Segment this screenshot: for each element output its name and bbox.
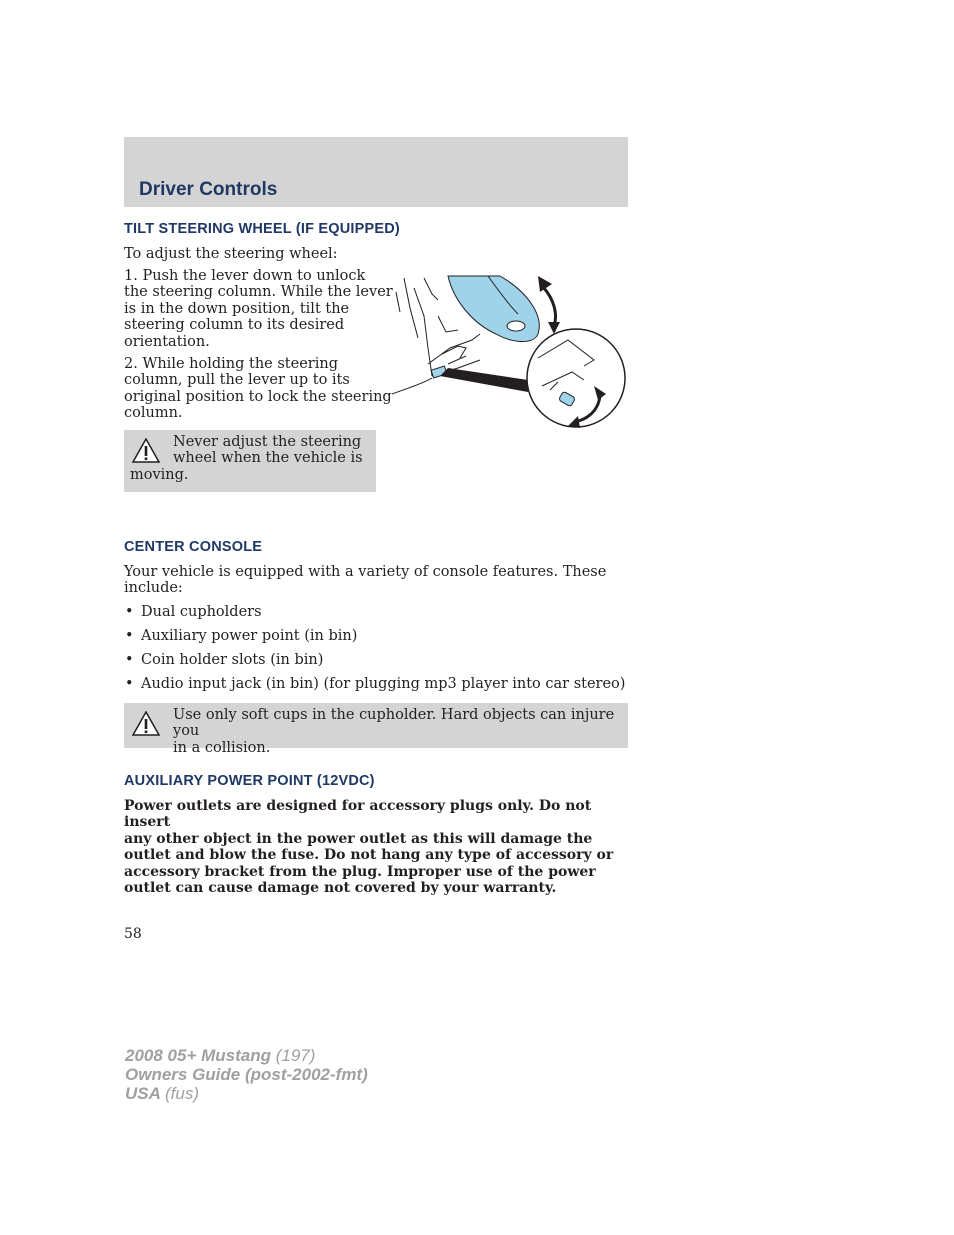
- section-title: Driver Controls: [139, 179, 278, 200]
- tilt-arrow-icon: [538, 276, 560, 334]
- warning-triangle-icon: [132, 711, 160, 737]
- tilt-warning-box: [124, 430, 376, 492]
- document-footer: 2008 05+ Mustang (197) Owners Guide (post-2002-fmt) USA (fus): [125, 1046, 368, 1103]
- section-header-band: [124, 137, 628, 207]
- console-intro: Your vehicle is equipped with a variety of console features. These include:: [124, 564, 607, 597]
- steering-wheel-icon: [448, 276, 539, 342]
- list-item: • Auxiliary power point (in bin): [124, 628, 625, 652]
- tilt-step-2: 2. While holding the steering column, pull the lever up to its original position to lock the steering column.: [124, 356, 392, 422]
- tilt-warning-text: Never adjust the steering wheel when the vehicle is moving.: [130, 434, 363, 483]
- lever-detail-circle: [527, 329, 625, 427]
- steering-column-illustration: [388, 268, 628, 432]
- page-number: 58: [124, 926, 142, 942]
- console-warning-box: [124, 703, 628, 756]
- center-console-heading: CENTER CONSOLE: [124, 539, 263, 555]
- list-item: • Audio input jack (in bin) (for plugging mp3 player into car stereo): [124, 676, 625, 700]
- tilt-intro: To adjust the steering wheel:: [124, 246, 338, 262]
- list-item: • Dual cupholders: [124, 604, 625, 628]
- console-features-list: [124, 604, 625, 700]
- list-item: • Coin holder slots (in bin): [124, 652, 625, 676]
- aux-power-paragraph: Power outlets are designed for accessory plugs only. Do not insert any other object in the power outlet as this will damage the outlet and blow the fuse. Do not hang any type of accessory or accessory bracket from the plug. Improper use of the power outlet can cause damage not covered by your warranty.: [124, 798, 614, 897]
- aux-power-heading: AUXILIARY POWER POINT (12VDC): [124, 773, 375, 789]
- tilt-step-1: 1. Push the lever down to unlock the steering column. While the lever is in the down position, tilt the steering column to its desired orientation.: [124, 268, 393, 350]
- tilt-steering-heading: TILT STEERING WHEEL (IF EQUIPPED): [124, 221, 400, 237]
- console-warning-text: Use only soft cups in the cupholder. Hard objects can injure you in a collision.: [173, 707, 615, 756]
